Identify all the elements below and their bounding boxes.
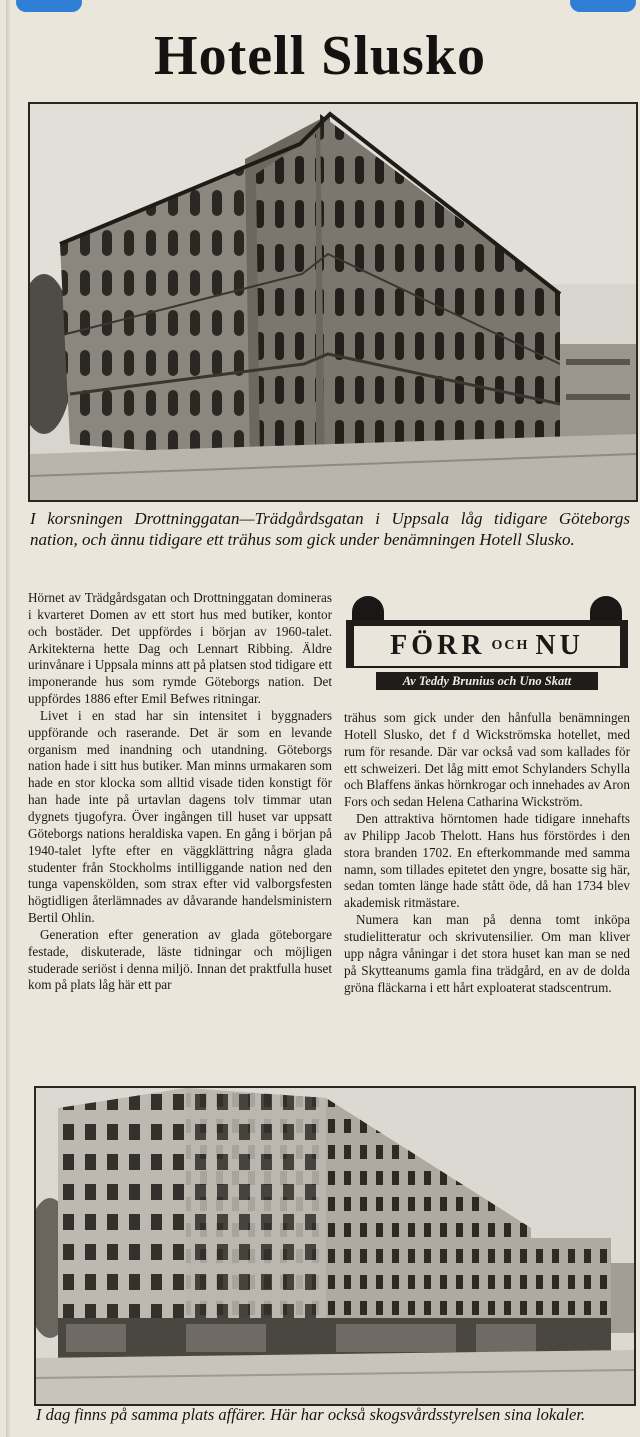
historic-building-photo	[28, 102, 638, 502]
article-paragraph: Livet i en stad har sin intensitet i byggnaders uppförande och raserande. Det är som en levande organism med inandning och utandning. Göteborgs nation hade i sitt hus butiker. Man minns urmakaren som hade en stor klocka som alltid visade tiden konstigt för han hade inte på urtavlan dagens tolv timmar utan dygnets tjugofyra. Över ingången till huset var uppsatt Göteborgs nations heraldiska vapen. En gång i början på 1940-talet lyfte efter en väggklättring några glada studenter från Stockholms intilliggande nation ned den tunga vapenskölden, som strax efter vid valborgsfesten högtidligen återlämnades av dåvarande handelsministern Bertil Ohlin.	[28, 707, 332, 926]
headline: Hotell Slusko	[154, 25, 486, 87]
author-byline: Av Teddy Brunius och Uno Skatt	[376, 672, 598, 690]
logo-dome-left	[352, 596, 384, 622]
logo-word-forr: FÖRR	[390, 630, 486, 661]
article-paragraph: Den attraktiva hörntomen hade tidigare innehafts av Philipp Jacob Thelott. Hans hus förstördes i den stora branden 1702. En efterkommande med samma namn, som tillades epitetet den yngre, bosatte sig här, sedan tomten länge hade stått öde, då han 1734 blev akademisk ritmästare.	[344, 811, 630, 911]
logo-word-nu: NU	[535, 630, 584, 661]
top-photo-caption: I korsningen Drottninggatan—Trädgårdsgatan i Uppsala låg tidigare Göteborgs nation, och ännu tidigare ett trähus som gick under benämningen Hotell Slusko.	[30, 509, 630, 549]
article-paragraph: trähus som gick under den hånfulla benämningen Hotell Slusko, det f d Wickströmska hotellet, med rum för resande. Där var också vad som kallades för ett schweizeri. Det låg mitt emot Schylanders Schylla och Blaffens änkas hörnkrogar och innehades av Aron Fors och sedan Helena Catharina Wickström.	[344, 710, 630, 810]
article-paragraph: Generation efter generation av glada göteborgare festade, diskuterade, läste tidningar och möjligen studerade seriöst i denna miljö. Innan det praktfulla huset kom på plats låg här ett par	[28, 926, 332, 993]
tape-strip-right	[570, 0, 636, 12]
logo-word-och: OCH	[491, 638, 530, 653]
article-column-right	[344, 710, 630, 996]
clipping-edge	[6, 0, 11, 1437]
article-paragraph: Hörnet av Trädgårdsgatan och Drottninggatan domineras i kvarteret Domen av ett stort hus med butiker, kontor och bostäder. Det uppfördes i början av 1960-talet. Arkitekterna hette Dag och Lennart Ribbing. Äldre urinvånare i Uppsala minns att på platsen stod tidigare ett imponerande hus som rymde Göteborgs nation. Det uppfördes 1886 efter Emil Befwes ritningar.	[28, 590, 332, 707]
modern-building-photo	[34, 1086, 636, 1406]
forr-och-nu-logo	[346, 596, 628, 692]
article-paragraph: Numera kan man på denna tomt inköpa studielitteratur och skrivutensilier. Om man kliver upp några våningar i det stora huset kan man se ned på Skytteanums gamla fina trädgård, en av de dolda gröna fläckarna i ett hårt exploaterat stadscentrum.	[344, 912, 630, 995]
logo-dome-right	[590, 596, 622, 622]
bottom-photo-caption: I dag finns på samma plats affärer. Här har också skogsvårdsstyrelsen sina lokaler.	[36, 1405, 586, 1424]
tape-strip-left	[16, 0, 82, 12]
article-column-left	[28, 590, 332, 994]
logo-title	[354, 626, 620, 666]
